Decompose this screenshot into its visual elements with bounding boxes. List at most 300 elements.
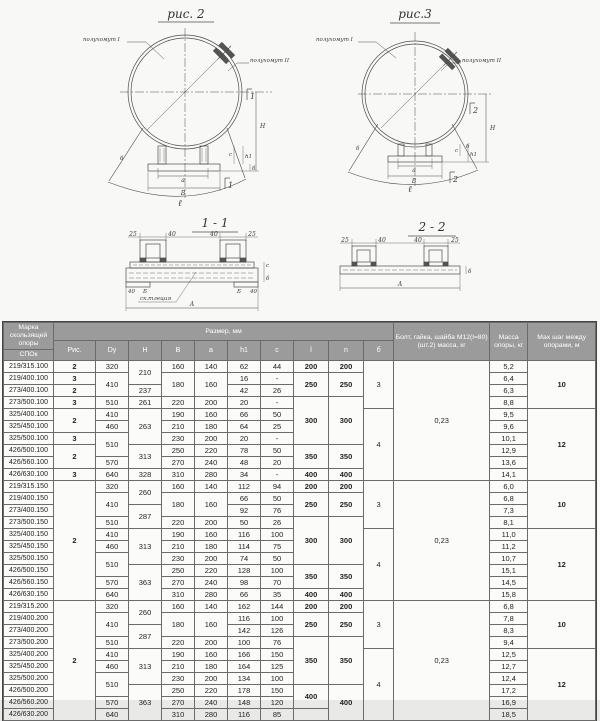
cell-bolt: 0,23: [394, 601, 490, 721]
cell-dy: 410: [96, 409, 129, 421]
cell-ris: 2: [54, 481, 96, 601]
cell-a: 160: [195, 529, 228, 541]
cell-dy: 410: [96, 493, 129, 517]
cell-marka: 219/315.100: [4, 361, 54, 373]
cell-b: 230: [162, 553, 195, 565]
cell-c: 144: [261, 601, 294, 613]
cell-b: 180: [162, 493, 195, 517]
bottom-strip-left: [126, 282, 150, 287]
edge-right-B: Б: [237, 289, 242, 295]
dim-b-left: б: [120, 156, 124, 162]
dim-40-left: 40: [378, 237, 386, 244]
cell-b6: 4: [364, 529, 394, 601]
cell-h: 287: [129, 625, 162, 649]
cell-marka: 325/500.200: [4, 673, 54, 685]
cell-mass: 6,8: [490, 601, 528, 613]
cell-a: 180: [195, 541, 228, 553]
cell-mass: 5,2: [490, 361, 528, 373]
header-a: a: [195, 341, 228, 361]
dim-l: ℓ: [178, 199, 182, 209]
cell-h1: 42: [228, 385, 261, 397]
cell-h: 260: [129, 601, 162, 625]
cell-mass: 9,4: [490, 637, 528, 649]
cell-mass: 9,5: [490, 409, 528, 421]
channel-right: [424, 246, 448, 266]
cell-a: 200: [195, 553, 228, 565]
cell-c: 75: [261, 541, 294, 553]
cell-c: 94: [261, 481, 294, 493]
cell-a: 160: [195, 409, 228, 421]
header-bolt: Болт, гайка, шайба М12(l=80) (шт.2) масса, кг: [394, 323, 490, 361]
header-l: l: [294, 341, 329, 361]
dim-bottom-A: А: [189, 301, 195, 308]
dim-c: c: [266, 263, 270, 269]
cell-bolt: 0,23: [394, 361, 490, 481]
section-note: ск.тлеция: [140, 296, 172, 302]
cell-l: 250: [294, 613, 329, 637]
cell-a: 160: [195, 493, 228, 517]
dim-H: H: [260, 123, 266, 130]
cell-c: -: [261, 469, 294, 481]
cell-a: 280: [195, 589, 228, 601]
cell-step: 10: [528, 361, 596, 409]
splay-line-right: [452, 124, 477, 169]
half-clamp-2-label: полухомут II: [250, 58, 290, 64]
cell-marka: 273/400.200: [4, 625, 54, 637]
cell-marka: 219/400.200: [4, 613, 54, 625]
cell-h1: 34: [228, 469, 261, 481]
cell-c: 26: [261, 385, 294, 397]
cell-dy: 510: [96, 397, 129, 409]
cell-n: 300: [329, 397, 364, 445]
cell-n: 200: [329, 481, 364, 493]
header-marka-line1: Марка скользящей опоры: [9, 324, 48, 347]
half-clamp-2-label: полухомут II: [462, 58, 502, 64]
cell-n: 300: [329, 517, 364, 565]
cell-dy: 570: [96, 457, 129, 469]
cell-l: 300: [294, 517, 329, 565]
cell-c: 150: [261, 685, 294, 697]
cell-marka: 426/560.100: [4, 457, 54, 469]
dim-B: B: [411, 178, 417, 185]
cell-b: 210: [162, 541, 195, 553]
header-step: Мах шаг между опорами, м: [528, 323, 596, 361]
table-row: [4, 481, 596, 493]
cell-step: 12: [528, 649, 596, 721]
cell-b: 210: [162, 661, 195, 673]
cell-step: 12: [528, 529, 596, 601]
figure-3: [316, 7, 502, 195]
cell-step: 12: [528, 409, 596, 481]
cell-mass: 14,1: [490, 469, 528, 481]
section-flag-2-bottom: [450, 172, 458, 184]
cell-b: 190: [162, 409, 195, 421]
cell-marka: 426/560.150: [4, 577, 54, 589]
dim-25-left: 25: [129, 231, 137, 238]
cell-n: 250: [329, 493, 364, 517]
cell-marka: 426/500.100: [4, 445, 54, 457]
cell-h1: 74: [228, 553, 261, 565]
cell-c: 100: [261, 529, 294, 541]
support-dimensions-table: [3, 322, 596, 721]
cell-b: 220: [162, 517, 195, 529]
cell-h1: 62: [228, 361, 261, 373]
cell-bolt: 0,23: [394, 481, 490, 601]
section-flag-1-top: [247, 89, 255, 101]
cell-h: 313: [129, 649, 162, 685]
cell-h1: 164: [228, 661, 261, 673]
cell-mass: 18,5: [490, 709, 528, 721]
cell-a: 200: [195, 673, 228, 685]
cell-b: 270: [162, 457, 195, 469]
technical-drawing-area: [0, 0, 600, 322]
section-1-1-title: 1 - 1: [201, 216, 229, 230]
header-h: H: [129, 341, 162, 361]
cell-b: 270: [162, 697, 195, 709]
cell-mass: 10,7: [490, 553, 528, 565]
cell-ris: 3: [54, 469, 96, 481]
cell-marka: 426/630.100: [4, 469, 54, 481]
cell-b6: 4: [364, 409, 394, 481]
cell-c: 50: [261, 493, 294, 505]
cell-b: 210: [162, 421, 195, 433]
cell-dy: 510: [96, 637, 129, 649]
cell-a: 200: [195, 433, 228, 445]
cell-a: 160: [195, 373, 228, 397]
cell-marka: 426/500.150: [4, 565, 54, 577]
cell-dy: 410: [96, 649, 129, 661]
cell-dy: 570: [96, 697, 129, 709]
cell-c: 100: [261, 673, 294, 685]
header-ris: Рис.: [54, 341, 96, 361]
cell-mass: 6,3: [490, 385, 528, 397]
half-clamp-1-label: полухомут I: [316, 37, 353, 43]
cell-mass: 7,8: [490, 613, 528, 625]
channel-left: [352, 246, 376, 266]
cell-c: 150: [261, 649, 294, 661]
cell-c: 125: [261, 661, 294, 673]
dim-25-right: 25: [248, 231, 256, 238]
cell-a: 180: [195, 661, 228, 673]
cell-a: 160: [195, 649, 228, 661]
edge-left-B: Б: [143, 289, 148, 295]
cell-l: 200: [294, 601, 329, 613]
cell-a: 200: [195, 517, 228, 529]
cell-b: 190: [162, 649, 195, 661]
cell-dy: 570: [96, 577, 129, 589]
cell-marka: 325/450.150: [4, 541, 54, 553]
cell-dy: 460: [96, 541, 129, 553]
cell-b: 310: [162, 709, 195, 721]
cell-h: 363: [129, 565, 162, 601]
leader-line: [358, 42, 396, 58]
cell-ris: 3: [54, 397, 96, 409]
cell-l: 300: [294, 397, 329, 445]
section-flag-2-top: [470, 103, 478, 115]
cell-b6: 3: [364, 481, 394, 529]
cell-n: 350: [329, 445, 364, 469]
cell-h1: 116: [228, 709, 261, 721]
cell-a: 160: [195, 613, 228, 637]
cell-h1: 66: [228, 409, 261, 421]
cell-mass: 12,9: [490, 445, 528, 457]
cell-mass: 16,9: [490, 697, 528, 709]
cell-marka: 426/630.200: [4, 709, 54, 721]
cell-mass: 11,2: [490, 541, 528, 553]
header-h1: h1: [228, 341, 261, 361]
cell-mass: 8,8: [490, 397, 528, 409]
svg-text:2: 2: [453, 175, 459, 184]
cell-mass: 15,8: [490, 589, 528, 601]
section-view-1-1: [126, 216, 270, 311]
cell-h: 287: [129, 505, 162, 529]
dim-h1: h1: [470, 152, 478, 158]
cell-h1: 148: [228, 697, 261, 709]
dim-b: б: [266, 276, 270, 282]
header-b6: б: [364, 341, 394, 361]
cell-dy: 460: [96, 661, 129, 673]
section-view-2-2: [340, 220, 472, 291]
cell-n: 400: [329, 589, 364, 601]
cell-mass: 8,3: [490, 625, 528, 637]
dim-h1: h1: [245, 154, 253, 160]
cell-h: 328: [129, 469, 162, 481]
support-dimensions-table-wrap: [3, 322, 597, 721]
cell-a: 240: [195, 457, 228, 469]
cell-ris: 2: [54, 445, 96, 469]
cell-l: 200: [294, 361, 329, 373]
cell-n: 250: [329, 613, 364, 637]
cell-c: 50: [261, 409, 294, 421]
cell-c: 50: [261, 553, 294, 565]
cell-b6: 3: [364, 601, 394, 649]
cell-c: 44: [261, 361, 294, 373]
table-row: [4, 373, 596, 385]
svg-text:2: 2: [473, 106, 479, 115]
cell-c: 26: [261, 517, 294, 529]
header-c: c: [261, 341, 294, 361]
cell-b: 160: [162, 601, 195, 613]
cell-b: 250: [162, 565, 195, 577]
cell-h1: 48: [228, 457, 261, 469]
svg-text:1: 1: [228, 181, 234, 190]
cell-marka: 219/315.200: [4, 601, 54, 613]
figure-2: [83, 7, 290, 209]
cell-ris: 2: [54, 361, 96, 373]
cell-h: 260: [129, 481, 162, 505]
dim-40-right: 40: [210, 231, 218, 238]
section-flag-1-bottom: [225, 178, 233, 190]
cell-marka: 426/500.200: [4, 685, 54, 697]
table-row: [4, 397, 596, 409]
cell-c: 126: [261, 625, 294, 637]
half-clamp-1-label: полухомут I: [83, 37, 120, 43]
cell-dy: 320: [96, 361, 129, 373]
cell-a: 200: [195, 637, 228, 649]
cell-l: 250: [294, 373, 329, 397]
cell-h1: 64: [228, 421, 261, 433]
cell-h: 263: [129, 409, 162, 445]
cell-dy: 510: [96, 673, 129, 697]
cell-l: 250: [294, 493, 329, 517]
cell-l: 350: [294, 565, 329, 589]
cell-marka: 219/315.150: [4, 481, 54, 493]
cell-marka: 219/400.150: [4, 493, 54, 505]
cell-h: 313: [129, 529, 162, 565]
cell-a: 200: [195, 397, 228, 409]
cell-c: -: [261, 397, 294, 409]
cell-n: 200: [329, 601, 364, 613]
cell-a: 240: [195, 577, 228, 589]
cell-b: 310: [162, 589, 195, 601]
cell-c: 70: [261, 577, 294, 589]
table-body: [4, 361, 596, 721]
cell-l: 350: [294, 445, 329, 469]
cell-c: -: [261, 433, 294, 445]
table-header: [4, 323, 596, 361]
splay-line-left: [109, 128, 143, 181]
cell-a: 140: [195, 601, 228, 613]
cell-dy: 640: [96, 709, 129, 721]
cell-b: 310: [162, 469, 195, 481]
cell-b6: 4: [364, 649, 394, 721]
cell-h1: 16: [228, 373, 261, 385]
support-leg-left: [158, 146, 166, 164]
cell-h1: 78: [228, 445, 261, 457]
cell-marka: 325/400.200: [4, 649, 54, 661]
cell-mass: 12,4: [490, 673, 528, 685]
figure-2-title: рис. 2: [167, 7, 205, 21]
cell-h: 237: [129, 385, 162, 397]
cell-a: 280: [195, 709, 228, 721]
cell-b: 230: [162, 673, 195, 685]
header-b: B: [162, 341, 195, 361]
cell-mass: 14,5: [490, 577, 528, 589]
cell-dy: 320: [96, 601, 129, 613]
cell-h: 261: [129, 397, 162, 409]
cell-h1: 116: [228, 529, 261, 541]
dim-a: a: [412, 167, 416, 174]
dim-H: H: [490, 125, 496, 132]
cell-dy: 320: [96, 481, 129, 493]
cell-h1: 162: [228, 601, 261, 613]
cell-n: 400: [329, 469, 364, 481]
svg-text:1: 1: [250, 92, 256, 101]
cell-h1: 92: [228, 505, 261, 517]
cell-marka: 273/500.150: [4, 517, 54, 529]
cell-h1: 114: [228, 541, 261, 553]
cell-dy: 640: [96, 589, 129, 601]
cell-marka: 325/500.100: [4, 433, 54, 445]
dim-40-left: 40: [168, 231, 176, 238]
cell-mass: 6,0: [490, 481, 528, 493]
cell-ris: 3: [54, 373, 96, 385]
cell-h1: 128: [228, 565, 261, 577]
cell-h: 313: [129, 445, 162, 469]
cell-b: 180: [162, 373, 195, 397]
table-row: [4, 361, 596, 373]
cell-mass: 6,4: [490, 373, 528, 385]
cell-dy: 410: [96, 529, 129, 541]
cell-h: 363: [129, 685, 162, 721]
cell-dy: 510: [96, 517, 129, 529]
cell-c: 35: [261, 589, 294, 601]
cell-dy: 410: [96, 613, 129, 637]
base-block: [126, 268, 258, 282]
section-2-2-title: 2 - 2: [418, 220, 446, 234]
cell-marka: 273/400.100: [4, 385, 54, 397]
cell-marka: 426/630.150: [4, 589, 54, 601]
dim-b: б: [468, 269, 472, 275]
cell-b: 160: [162, 481, 195, 493]
dim-c: c: [229, 152, 233, 158]
header-marka: [4, 323, 54, 361]
cell-b: 160: [162, 361, 195, 373]
dim-b-left: б: [356, 146, 360, 152]
dim-b-right2: б: [466, 144, 470, 150]
cell-h1: 20: [228, 397, 261, 409]
cell-c: 100: [261, 565, 294, 577]
table-row: [4, 469, 596, 481]
cell-b6: 3: [364, 361, 394, 409]
cell-l: 400: [294, 685, 329, 709]
header-dy: Dy: [96, 341, 129, 361]
cell-marka: 273/500.200: [4, 637, 54, 649]
cell-a: 140: [195, 361, 228, 373]
header-n: n: [329, 341, 364, 361]
cell-mass: 6,8: [490, 493, 528, 505]
cell-ris: 2: [54, 385, 96, 397]
cell-h1: 116: [228, 613, 261, 625]
cell-h1: 178: [228, 685, 261, 697]
cell-mass: 12,5: [490, 649, 528, 661]
cell-l: 400: [294, 589, 329, 601]
cell-marka: 273/500.100: [4, 397, 54, 409]
dim-c: c: [455, 148, 459, 154]
header-size-group: Размер, мм: [54, 323, 394, 341]
cell-mass: 13,6: [490, 457, 528, 469]
channel-left: [140, 240, 166, 262]
cell-l: 400: [294, 469, 329, 481]
cell-n: 350: [329, 637, 364, 685]
cell-ris: 2: [54, 409, 96, 433]
cell-b: 250: [162, 445, 195, 457]
table-row: [4, 601, 596, 613]
cell-l: [294, 709, 329, 721]
cell-marka: 273/400.150: [4, 505, 54, 517]
cell-h1: 66: [228, 589, 261, 601]
cell-mass: 9,6: [490, 421, 528, 433]
cell-h1: 134: [228, 673, 261, 685]
cell-mass: 15,1: [490, 565, 528, 577]
cell-dy: 460: [96, 421, 129, 433]
table-row: [4, 445, 596, 457]
cell-mass: 10,1: [490, 433, 528, 445]
cell-a: 240: [195, 697, 228, 709]
header-mass: Масса опоры, кг: [490, 323, 528, 361]
cell-c: 50: [261, 445, 294, 457]
dim-25-right: 25: [451, 237, 459, 244]
cell-h1: 66: [228, 493, 261, 505]
cell-step: 10: [528, 601, 596, 649]
cell-a: 280: [195, 469, 228, 481]
splay-line-left: [349, 124, 378, 171]
cell-c: 20: [261, 457, 294, 469]
cell-dy: 410: [96, 373, 129, 397]
cell-c: -: [261, 373, 294, 385]
cell-n: 250: [329, 373, 364, 397]
cell-h: 210: [129, 361, 162, 385]
